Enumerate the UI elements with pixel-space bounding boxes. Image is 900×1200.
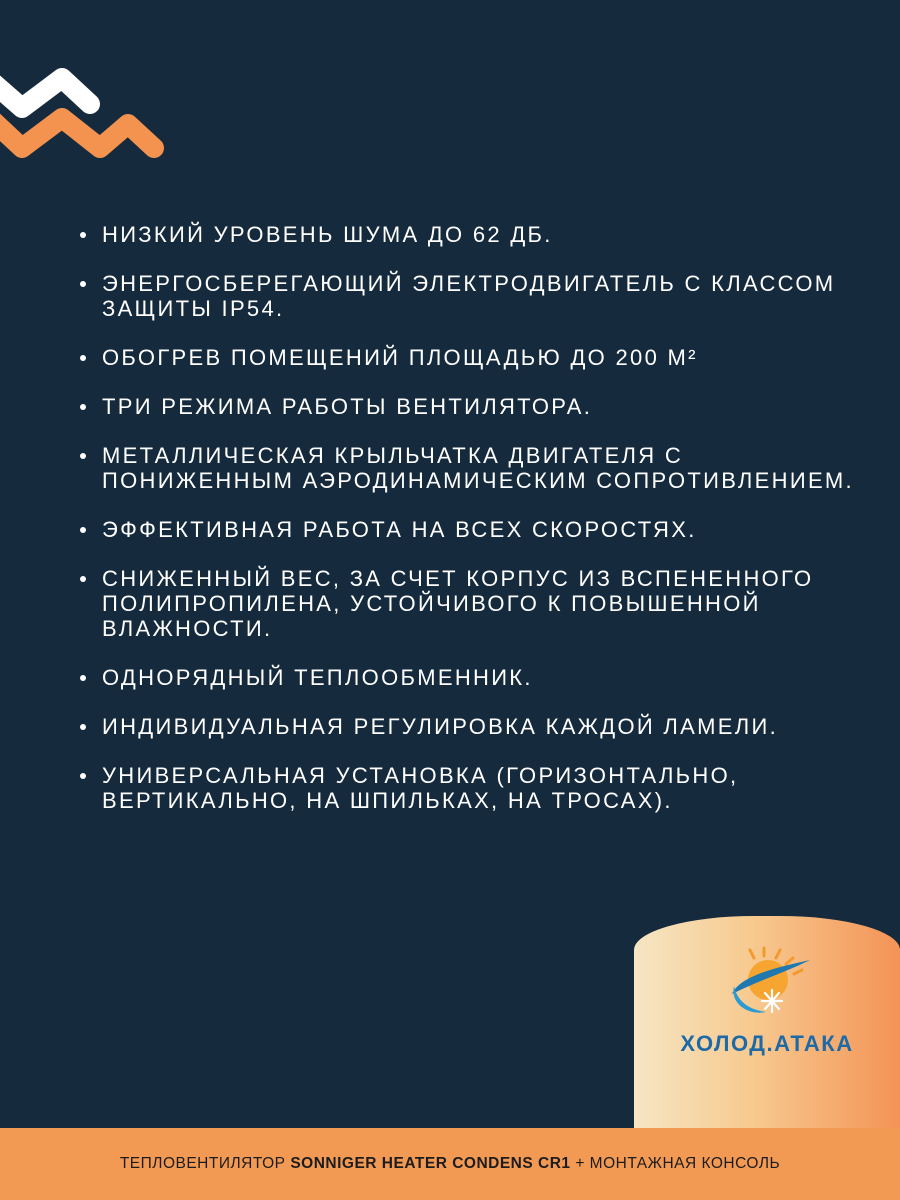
feature-text: ЭНЕРГОСБЕРЕГАЮЩИЙ ЭЛЕКТРОДВИГАТЕЛЬ С КЛАССОМ ЗАЩИТЫ IP54. [102, 271, 836, 321]
brand-logo-card [634, 916, 900, 1128]
feature-list [78, 222, 868, 837]
bullet-icon [80, 453, 86, 459]
feature-item [78, 394, 868, 419]
feature-item [78, 345, 868, 370]
bullet-icon [80, 675, 86, 681]
feature-text: ОДНОРЯДНЫЙ ТЕПЛООБМЕННИК. [102, 665, 533, 690]
zigzag-decoration-icon [0, 0, 180, 170]
feature-item [78, 665, 868, 690]
feature-text: УНИВЕРСАЛЬНАЯ УСТАНОВКА (ГОРИЗОНТАЛЬНО, ВЕРТИКАЛЬНО, НА ШПИЛЬКАХ, НА ТРОСАХ). [102, 763, 739, 813]
footer-banner [0, 1128, 900, 1200]
feature-item [78, 443, 868, 493]
feature-item [78, 566, 868, 641]
feature-text: НИЗКИЙ УРОВЕНЬ ШУМА ДО 62 ДБ. [102, 222, 553, 247]
brand-name: ХОЛОД.АТАКА [680, 1031, 854, 1056]
feature-item [78, 714, 868, 739]
bullet-icon [80, 281, 86, 287]
bullet-icon [80, 773, 86, 779]
bullet-icon [80, 527, 86, 533]
bullet-icon [80, 724, 86, 730]
feature-text: СНИЖЕННЫЙ ВЕС, ЗА СЧЕТ КОРПУС ИЗ ВСПЕНЕННОГО ПОЛИПРОПИЛЕНА, УСТОЙЧИВОГО К ПОВЫШЕННОЙ ВЛАЖНОСТИ. [102, 566, 814, 641]
feature-text: ЭФФЕКТИВНАЯ РАБОТА НА ВСЕХ СКОРОСТЯХ. [102, 517, 697, 542]
bullet-icon [80, 576, 86, 582]
footer-suffix: + МОНТАЖНАЯ КОНСОЛЬ [570, 1155, 781, 1172]
feature-item [78, 271, 868, 321]
feature-text: МЕТАЛЛИЧЕСКАЯ КРЫЛЬЧАТКА ДВИГАТЕЛЯ С ПОНИЖЕННЫМ АЭРОДИНАМИЧЕСКИМ СОПРОТИВЛЕНИЕМ. [102, 443, 854, 493]
sun-snowflake-logo-icon [726, 946, 812, 1026]
feature-item [78, 763, 868, 813]
feature-text: ОБОГРЕВ ПОМЕЩЕНИЙ ПЛОЩАДЬЮ ДО 200 М² [102, 345, 698, 370]
feature-item [78, 517, 868, 542]
bullet-icon [80, 404, 86, 410]
feature-item [78, 222, 868, 247]
bullet-icon [80, 232, 86, 238]
footer-product-name: SONNIGER HEATER CONDENS CR1 [290, 1155, 571, 1172]
feature-text: ТРИ РЕЖИМА РАБОТЫ ВЕНТИЛЯТОРА. [102, 394, 593, 419]
bullet-icon [80, 355, 86, 361]
feature-text: ИНДИВИДУАЛЬНАЯ РЕГУЛИРОВКА КАЖДОЙ ЛАМЕЛИ. [102, 714, 778, 739]
footer-prefix: ТЕПЛОВЕНТИЛЯТОР [119, 1155, 291, 1172]
